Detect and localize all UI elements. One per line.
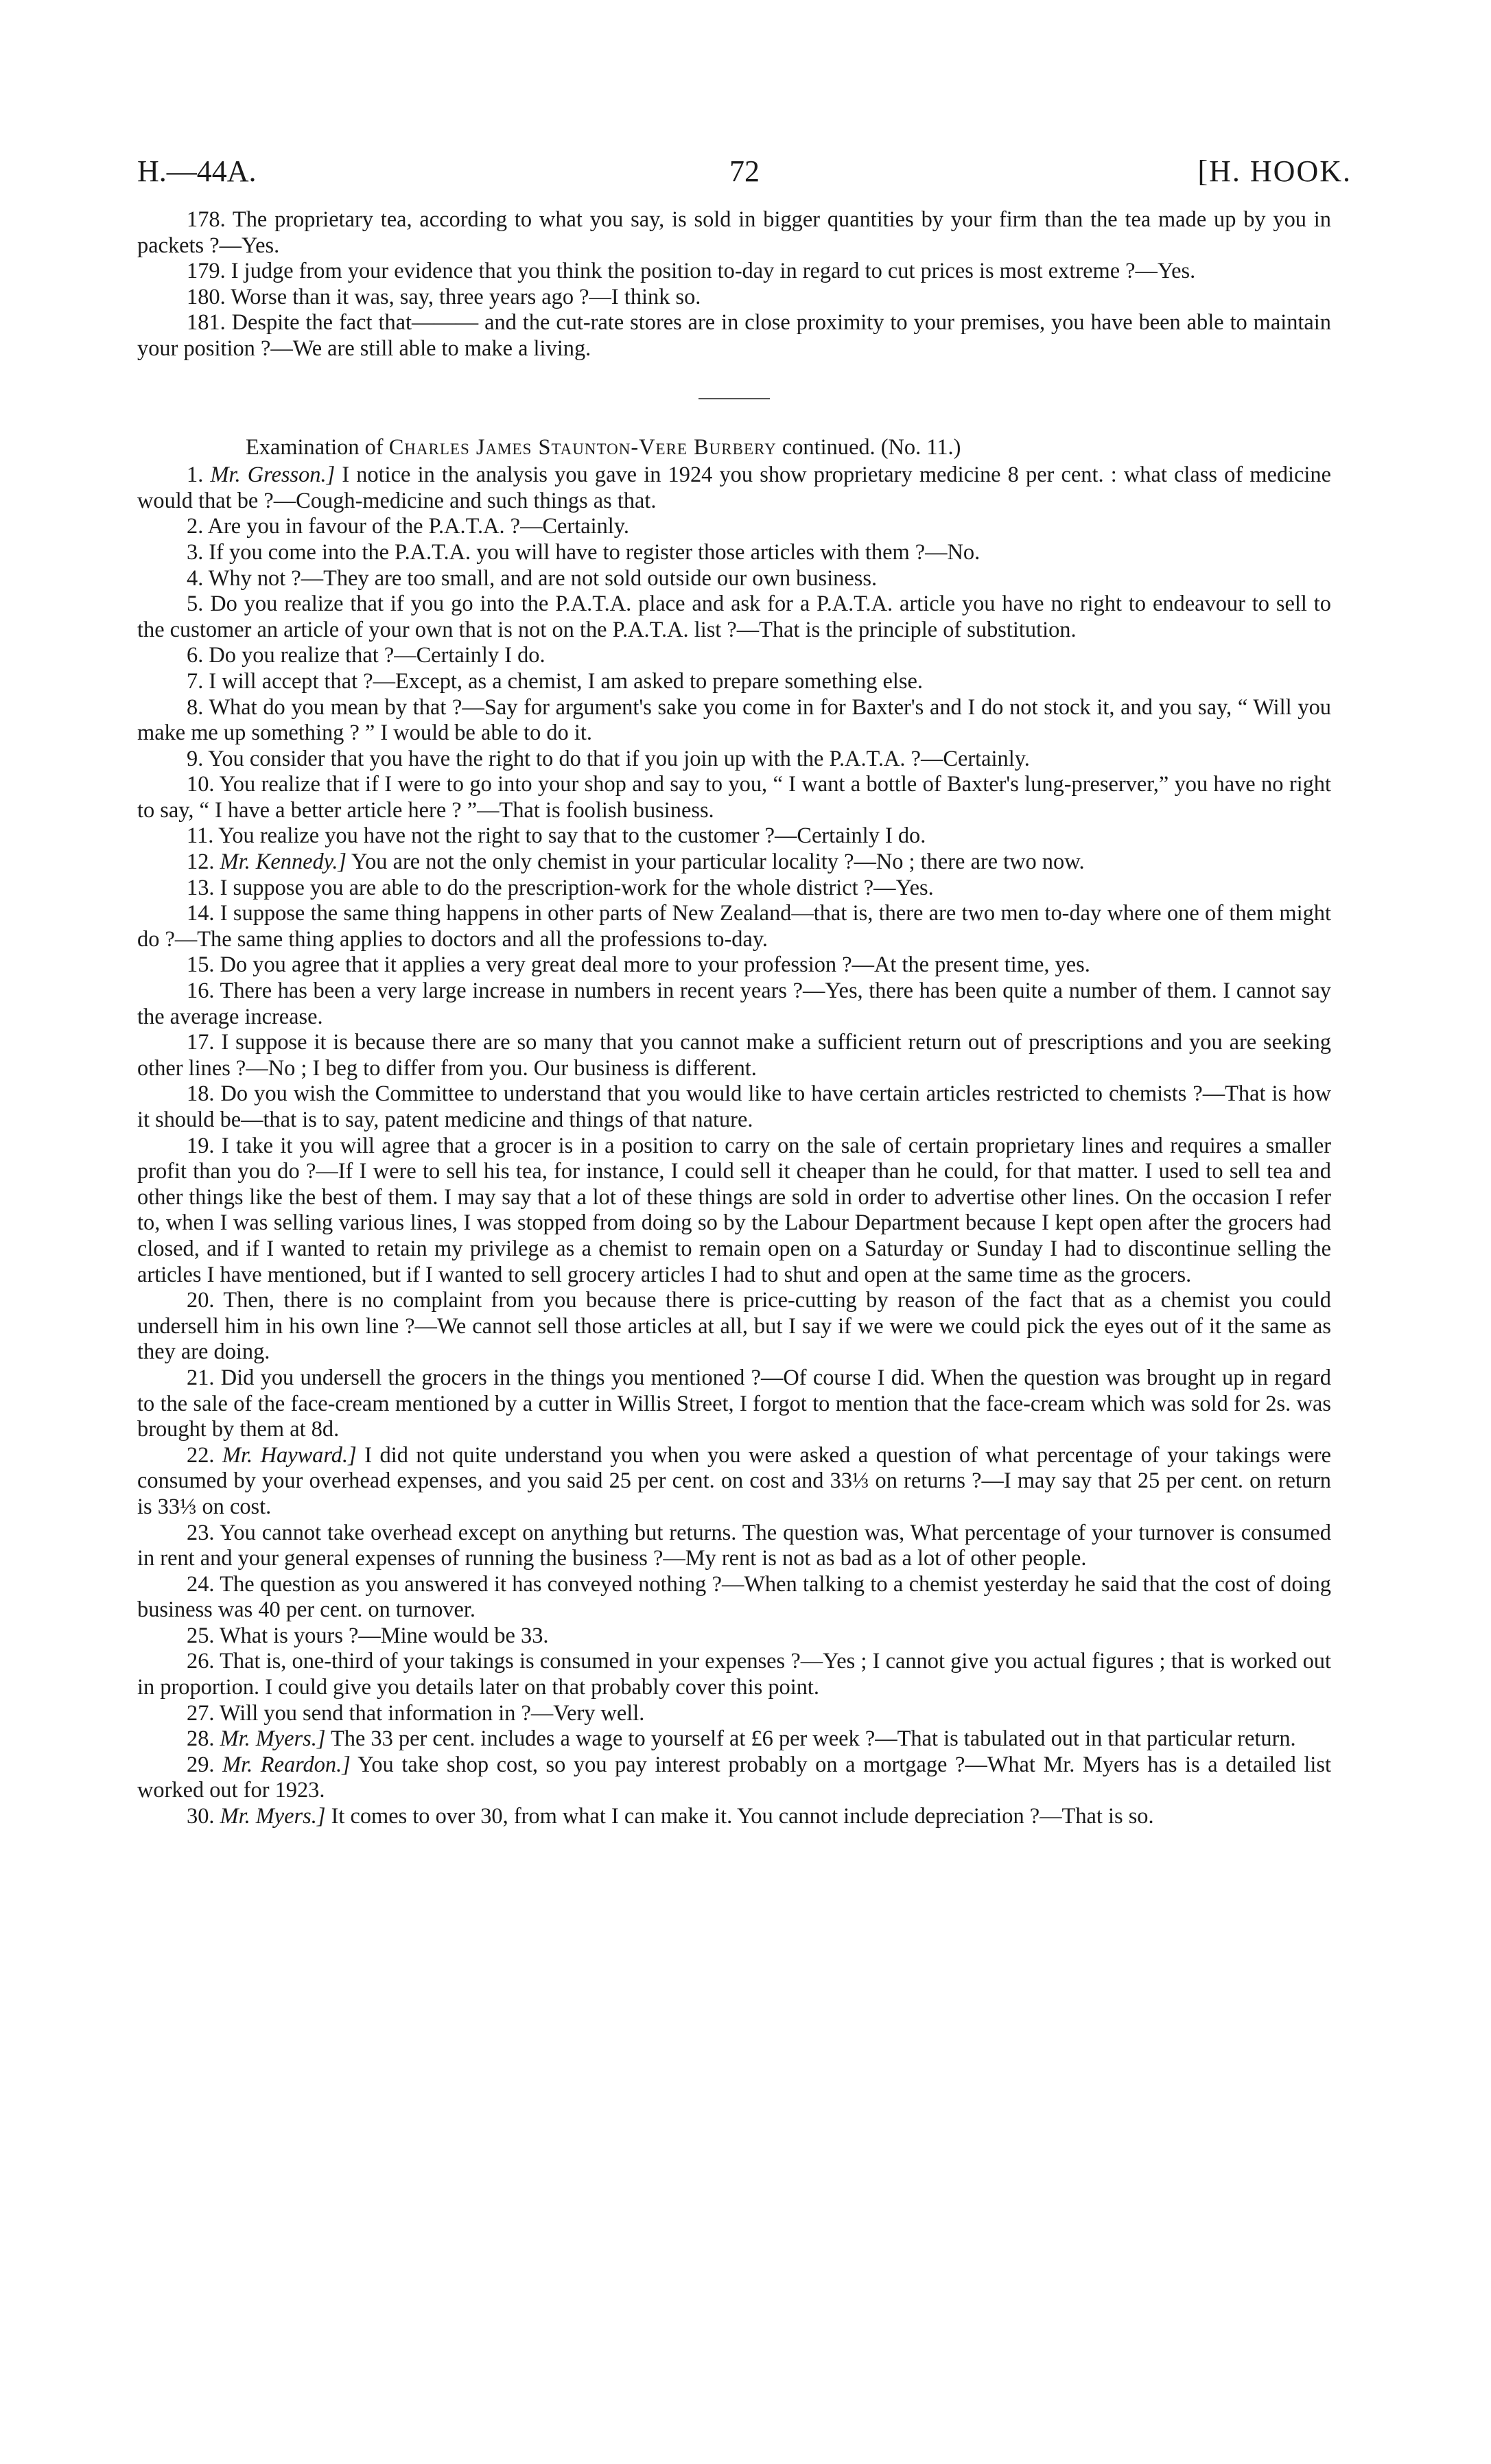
- paragraph-q22: [137, 1443, 1331, 1521]
- page-number: 72: [729, 154, 760, 188]
- document-reference: H.—44A.: [137, 154, 257, 188]
- examination-heading: [137, 435, 1331, 461]
- paragraph-q11: 11. You realize you have not the right to say that to the customer ?—Certainly I do.: [187, 823, 926, 849]
- paragraph-q12: [137, 849, 1331, 876]
- paragraph-q13: 13. I suppose you are able to do the prescription-work for the whole district ?—Yes.: [187, 875, 934, 900]
- paragraph-q16: 16. There has been a very large increase in numbers in recent years ?—Yes, there has been quite a number of them. I cannot say the average increase.: [137, 978, 1331, 1029]
- paragraph-q4: 4. Why not ?—They are too small, and are not sold outside our own business.: [187, 565, 878, 591]
- paragraph-q181: 181. Despite the fact that——— and the cut-rate stores are in close proximity to your premises, you have been able to maintain your position ?—We are still able to make a living.: [137, 310, 1331, 361]
- paragraph-q23: 23. You cannot take overhead except on anything but returns. The question was, What percentage of your turnover is consumed in rent and your general expenses of running the business ?—My rent is not as bad as a lot of other people.: [137, 1520, 1331, 1571]
- question-number: 1.: [187, 462, 204, 488]
- paragraph-q30: [137, 1804, 1331, 1830]
- paragraph-q1: [137, 462, 1331, 514]
- question-text: I did not quite understand you when you were asked a question of what percentage of your takings were consumed by your overhead expenses, and you said 25 per cent. on cost and 33⅓ on returns ?—I may say that 25 per cent. on return is 33⅓ on cost.: [137, 1442, 1331, 1519]
- question-text: You are not the only chemist in your particular locality ?—No ; there are two now.: [351, 849, 1085, 875]
- paragraph-q21: 21. Did you undersell the grocers in the things you mentioned ?—Of course I did. When the question was brought up in regard to the sale of the face-cream mentioned by a cutter in Willis Street, I forgot to mention that the face-cream which was sold for 2s. was brought by them at 8d.: [137, 1365, 1331, 1442]
- witness-reference: [H. HOOK.: [1197, 154, 1352, 188]
- paragraph-q2: 2. Are you in favour of the P.A.T.A. ?—Certainly.: [187, 514, 629, 539]
- witness-name: Charles James Staunton-Vere Burbery: [388, 434, 777, 460]
- paragraph-q178: 178. The proprietary tea, according to what you say, is sold in bigger quantities by your firm than the tea made up by you in packets ?—Yes.: [137, 207, 1331, 258]
- questioner-name: Mr. Kennedy.]: [220, 849, 347, 875]
- paragraph-q8: 8. What do you mean by that ?—Say for argument's sake you come in for Baxter's and I do not stock it, and you say, “ Will you make me up something ? ” I would be able to do it.: [137, 694, 1331, 746]
- paragraph-q3: 3. If you come into the P.A.T.A. you will have to register those articles with them ?—No.: [187, 539, 981, 565]
- paragraph-q20: 20. Then, there is no complaint from you because there is price-cutting by reason of the fact that as a chemist you could undersell him in his own line ?—We cannot sell those articles at all, but I say if we were we could pick the eyes out of it the same as they are doing.: [137, 1288, 1331, 1365]
- page-header: [137, 154, 1352, 195]
- question-text: You take shop cost, so you pay interest probably on a mortgage ?—What Mr. Myers has is a detailed list worked out for 1923.: [137, 1752, 1331, 1803]
- question-text: The 33 per cent. includes a wage to yourself at £6 per week ?—That is tabulated out in that particular return.: [330, 1726, 1296, 1752]
- question-text: I notice in the analysis you gave in 1924 you show proprietary medicine 8 per cent. : what class of medicine would that be ?—Cough-medicine and such things as that.: [137, 462, 1331, 513]
- questioner-name: Mr. Reardon.]: [222, 1752, 351, 1777]
- questioner-name: Mr. Myers.]: [220, 1726, 326, 1752]
- paragraph-q29: [137, 1752, 1331, 1804]
- paragraph-q28: [137, 1726, 1331, 1752]
- paragraph-q24: 24. The question as you answered it has conveyed nothing ?—When talking to a chemist yesterday he said that the cost of doing business was 40 per cent. on turnover.: [137, 1571, 1331, 1623]
- paragraph-q179: 179. I judge from your evidence that you think the position to-day in regard to cut prices is most extreme ?—Yes.: [187, 259, 1196, 284]
- paragraph-q25: 25. What is yours ?—Mine would be 33.: [187, 1623, 549, 1648]
- paragraph-q26: 26. That is, one-third of your takings is consumed in your expenses ?—Yes ; I cannot give you actual figures ; that is worked out in proportion. I could give you details later on that probably cover this point.: [137, 1649, 1331, 1700]
- paragraph-q17: 17. I suppose it is because there are so many that you cannot make a sufficient return out of prescriptions and you are seeking other lines ?—No ; I beg to differ from you. Our business is different.: [137, 1030, 1331, 1081]
- questioner-name: Mr. Hayward.]: [222, 1442, 357, 1468]
- paragraph-q180: 180. Worse than it was, say, three years ago ?—I think so.: [187, 284, 701, 309]
- paragraph-q27: 27. Will you send that information in ?—Very well.: [187, 1700, 645, 1726]
- question-number: 12.: [187, 849, 215, 875]
- question-number: 22.: [187, 1442, 215, 1468]
- question-text: It comes to over 30, from what I can make it. You cannot include depreciation ?—That is so.: [331, 1804, 1154, 1829]
- question-number: 28.: [187, 1726, 215, 1752]
- document-body: [137, 207, 1331, 1830]
- question-number: 29.: [187, 1752, 215, 1777]
- paragraph-q6: 6. Do you realize that ?—Certainly I do.: [187, 643, 545, 668]
- section-divider: [698, 398, 770, 399]
- question-number: 30.: [187, 1804, 215, 1829]
- paragraph-q19: 19. I take it you will agree that a grocer is in a position to carry on the sale of certain proprietary lines and requires a smaller profit than you do ?—If I were to sell his tea, for instance, I could sell it cheaper than he could, for that matter. I used to sell tea and other things like the best of them. I may say that a lot of these things are sold in order to advertise other lines. On the occasion I refer to, when I was selling various lines, I was stopped from doing so by the Labour Department because I kept open after the grocers had closed, and if I wanted to retain my privilege as a chemist to remain open on a Saturday or Sunday I had to discontinue selling the articles I have mentioned, but if I wanted to sell grocery articles I had to shut and open at the same time as the grocers.: [137, 1133, 1331, 1287]
- paragraph-q5: 5. Do you realize that if you go into the P.A.T.A. place and ask for a P.A.T.A. article you have no right to endeavour to sell to the customer an article of your own that is not on the P.A.T.A. list ?—That is the principle of substitution.: [137, 591, 1331, 642]
- paragraph-q10: 10. You realize that if I were to go into your shop and say to you, “ I want a bottle of Baxter's lung-preserver,” you have no right to say, “ I have a better article here ? ”—That is foolish business.: [137, 772, 1331, 823]
- examination-prefix: Examination of: [246, 434, 384, 460]
- examination-suffix: continued. (No. 11.): [782, 434, 961, 460]
- paragraph-q14: 14. I suppose the same thing happens in other parts of New Zealand—that is, there are two men to-day where one of them might do ?—The same thing applies to doctors and all the professions to-day.: [137, 901, 1331, 952]
- paragraph-q15: 15. Do you agree that it applies a very great deal more to your profession ?—At the present time, yes.: [187, 952, 1090, 978]
- paragraph-q7: 7. I will accept that ?—Except, as a chemist, I am asked to prepare something else.: [187, 668, 924, 694]
- questioner-name: Mr. Gresson.]: [210, 462, 336, 488]
- paragraph-q18: 18. Do you wish the Committee to understand that you would like to have certain articles restricted to chemists ?—That is how it should be—that is to say, patent medicine and things of that nature.: [137, 1081, 1331, 1132]
- paragraph-q9: 9. You consider that you have the right to do that if you join up with the P.A.T.A. ?—Certainly.: [187, 746, 1030, 771]
- questioner-name: Mr. Myers.]: [220, 1804, 326, 1829]
